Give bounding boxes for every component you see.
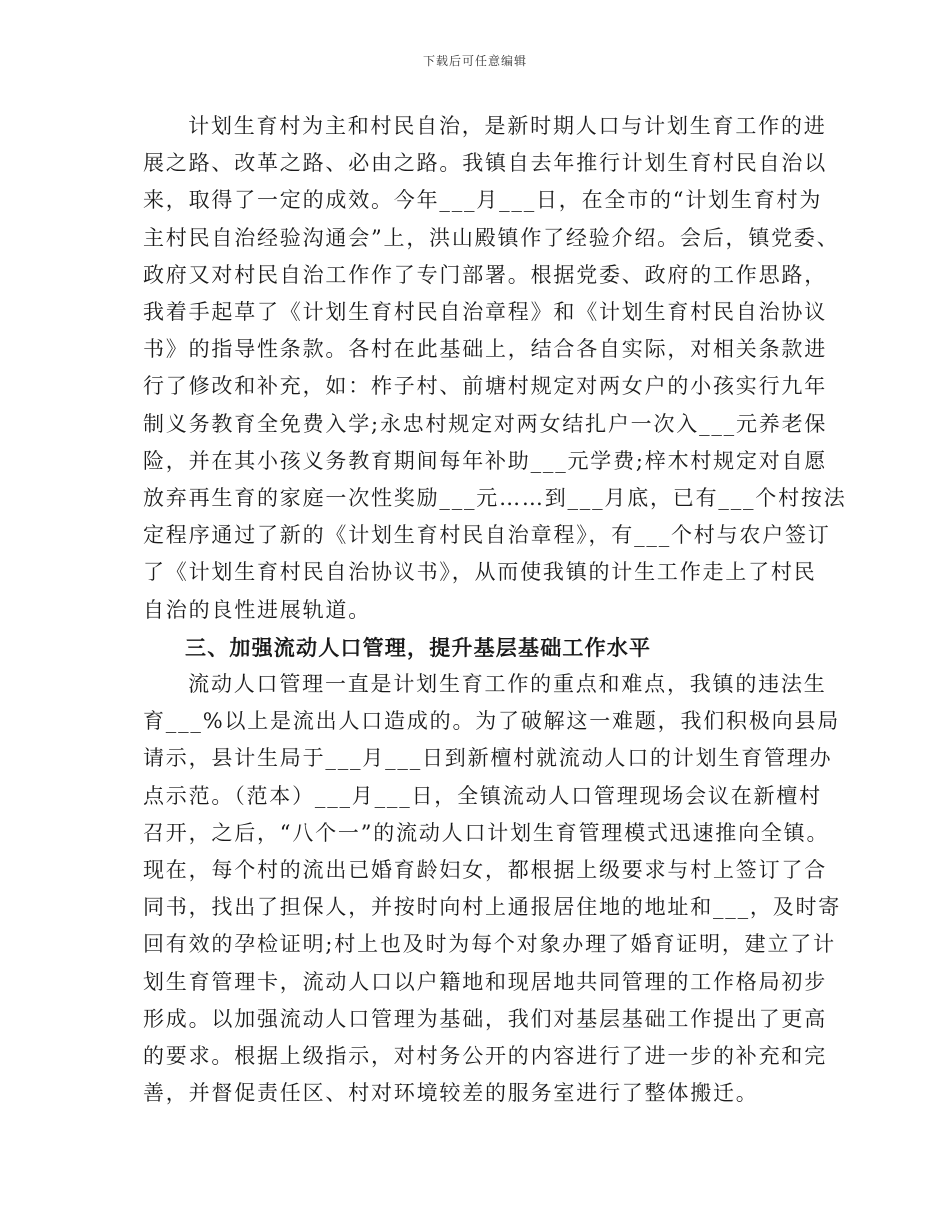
text-line: 点示范。（范本）___月___日，全镇流动人口管理现场会议在新檀村 [143,783,822,808]
text-line: 划生育管理卡，流动人口以户籍地和现居地共同管理的工作格局初步 [143,969,827,994]
text-line: 行了修改和补充，如：柞子村、前塘村规定对两女户的小孩实行九年 [143,374,827,399]
paragraph-floating-population [143,666,842,1112]
document-body [143,108,847,1112]
text-line: 制义务教育全免费入学;永忠村规定对两女结扎户一次入___元养老保 [143,411,828,436]
text-line: 形成。以加强流动人口管理为基础，我们对基层基础工作提出了更高 [143,1006,827,1031]
text-line: 善，并督促责任区、村对环境较差的服务室进行了整体搬迁。 [143,1081,759,1106]
text-line: 定程序通过了新的《计划生育村民自治章程》，有___个村与农户签订 [143,523,831,548]
text-line: 现在，每个村的流出已婚育龄妇女，都根据上级要求与村上签订了合 [143,858,827,883]
text-line: 书》的指导性条款。各村在此基础上，结合各自实际，对相关条款进 [143,337,827,362]
page-header: 下载后可任意编辑 [422,54,527,68]
text-line: 政府又对村民自治工作作了专门部署。根据党委、政府的工作思路， [143,262,827,287]
text-line: 展之路、改革之路、必由之路。我镇自去年推行计划生育村民自治以 [143,151,827,176]
text-line: 自治的良性进展轨道。 [143,597,371,622]
text-line: 同书，找出了担保人，并按时向村上通报居住地的地址和___，及时寄 [143,895,842,920]
text-line: 召开，之后，“八个一”的流动人口计划生育管理模式迅速推向全镇。 [143,820,830,845]
text-line: 计划生育村为主和村民自治，是新时期人口与计划生育工作的进 [188,114,827,138]
text-line: 育___%以上是流出人口造成的。为了破解这一难题，我们积极向县局 [143,709,841,734]
text-line: 了《计划生育村民自治协议书》，从而使我镇的计生工作走上了村民 [143,560,817,585]
text-line: 流动人口管理一直是计划生育工作的重点和难点，我镇的违法生 [188,672,827,697]
text-line: 请示，县计生局于___月___日到新檀村就流动人口的计划生育管理办 [143,746,833,771]
text-line: 的要求。根据上级指示，对村务公开的内容进行了进一步的补充和完 [143,1044,827,1069]
text-line: 回有效的孕检证明;村上也及时为每个对象办理了婚育证明，建立了计 [143,932,836,957]
text-line: 主村民自治经验沟通会”上，洪山殿镇作了经验介绍。会后，镇党委、 [143,225,840,250]
section-heading: 三、加强流动人口管理，提升基层基础工作水平 [185,634,652,660]
text-line: 来，取得了一定的成效。今年___月___日，在全市的“计划生育村为 [143,188,823,213]
text-line: 放弃再生育的家庭一次性奖励___元……到___月底，已有___个村按法 [143,486,847,511]
text-line: 我着手起草了《计划生育村民自治章程》和《计划生育村民自治协议 [143,300,827,325]
text-line: 险，并在其小孩义务教育期间每年补助___元学费;梓木村规定对自愿 [143,448,828,473]
paragraph-village-autonomy [143,108,847,629]
